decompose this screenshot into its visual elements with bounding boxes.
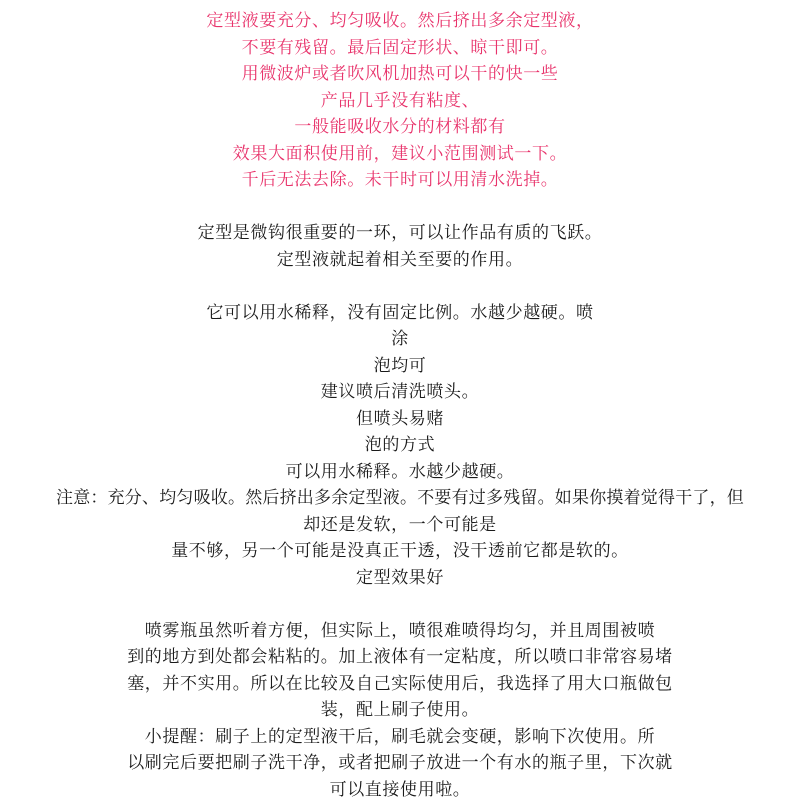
usage-line-5: 一般能吸收水分的材料都有 [0,114,800,141]
usage-line-3: 用微波炉或者吹风机加热可以干的快一些 [0,61,800,88]
dilution-line-9: 却还是发软，一个可能是 [0,512,800,539]
paragraph-spacer [0,591,800,618]
dilution-line-7: 可以用水稀释。水越少越硬。 [0,459,800,486]
usage-line-2: 不要有残留。最后固定形状、晾干即可。 [0,35,800,62]
packaging-tip-line-1: 小提醒：刷子上的定型液干后，刷毛就会变硬，影响下次使用。所 [0,724,800,751]
dilution-line-11: 定型效果好 [0,565,800,592]
importance-paragraph [0,220,800,273]
dilution-line-5: 但喷头易赌 [0,406,800,433]
packaging-line-1: 喷雾瓶虽然听着方便，但实际上，喷很难喷得均匀，并且周围被喷 [0,618,800,645]
dilution-line-3: 泡均可 [0,353,800,380]
usage-line-7: 千后无法去除。未干时可以用清水洗掉。 [0,167,800,194]
pink-usage-block [0,8,800,194]
usage-line-6: 效果大面积使用前，建议小范围测试一下。 [0,141,800,168]
usage-line-4: 产品几乎没有粘度、 [0,88,800,115]
packaging-paragraph [0,618,800,803]
dilution-line-6: 泡的方式 [0,432,800,459]
dilution-line-2: 涂 [0,326,800,353]
dilution-line-10: 量不够，另一个可能是没真正干透，没干透前它都是软的。 [0,538,800,565]
usage-line-1: 定型液要充分、均匀吸收。然后挤出多余定型液， [0,8,800,35]
packaging-line-3: 塞，并不实用。所以在比较及自己实际使用后，我选择了用大口瓶做包 [0,671,800,698]
dilution-paragraph [0,300,800,592]
paragraph-spacer [0,194,800,221]
packaging-line-4: 装，配上刷子使用。 [0,697,800,724]
packaging-tip-line-2: 以刷完后要把刷子洗干净，或者把刷子放进一个有水的瓶子里，下次就 [0,750,800,777]
packaging-tip-line-3: 可以直接使用啦。 [0,777,800,803]
importance-line-1: 定型是微钩很重要的一环，可以让作品有质的飞跃。 [0,220,800,247]
dilution-line-4: 建议喷后清洗喷头。 [0,379,800,406]
importance-line-2: 定型液就起着相关至要的作用。 [0,247,800,274]
paragraph-spacer [0,273,800,300]
packaging-line-2: 到的地方到处都会粘粘的。加上液体有一定粘度，所以喷口非常容易堵 [0,644,800,671]
dilution-line-1: 它可以用水稀释，没有固定比例。水越少越硬。喷 [0,300,800,327]
dilution-note-line: 注意：充分、均匀吸收。然后挤出多余定型液。不要有过多残留。如果你摸着觉得干了，但 [0,485,800,512]
product-description-document [0,8,800,803]
